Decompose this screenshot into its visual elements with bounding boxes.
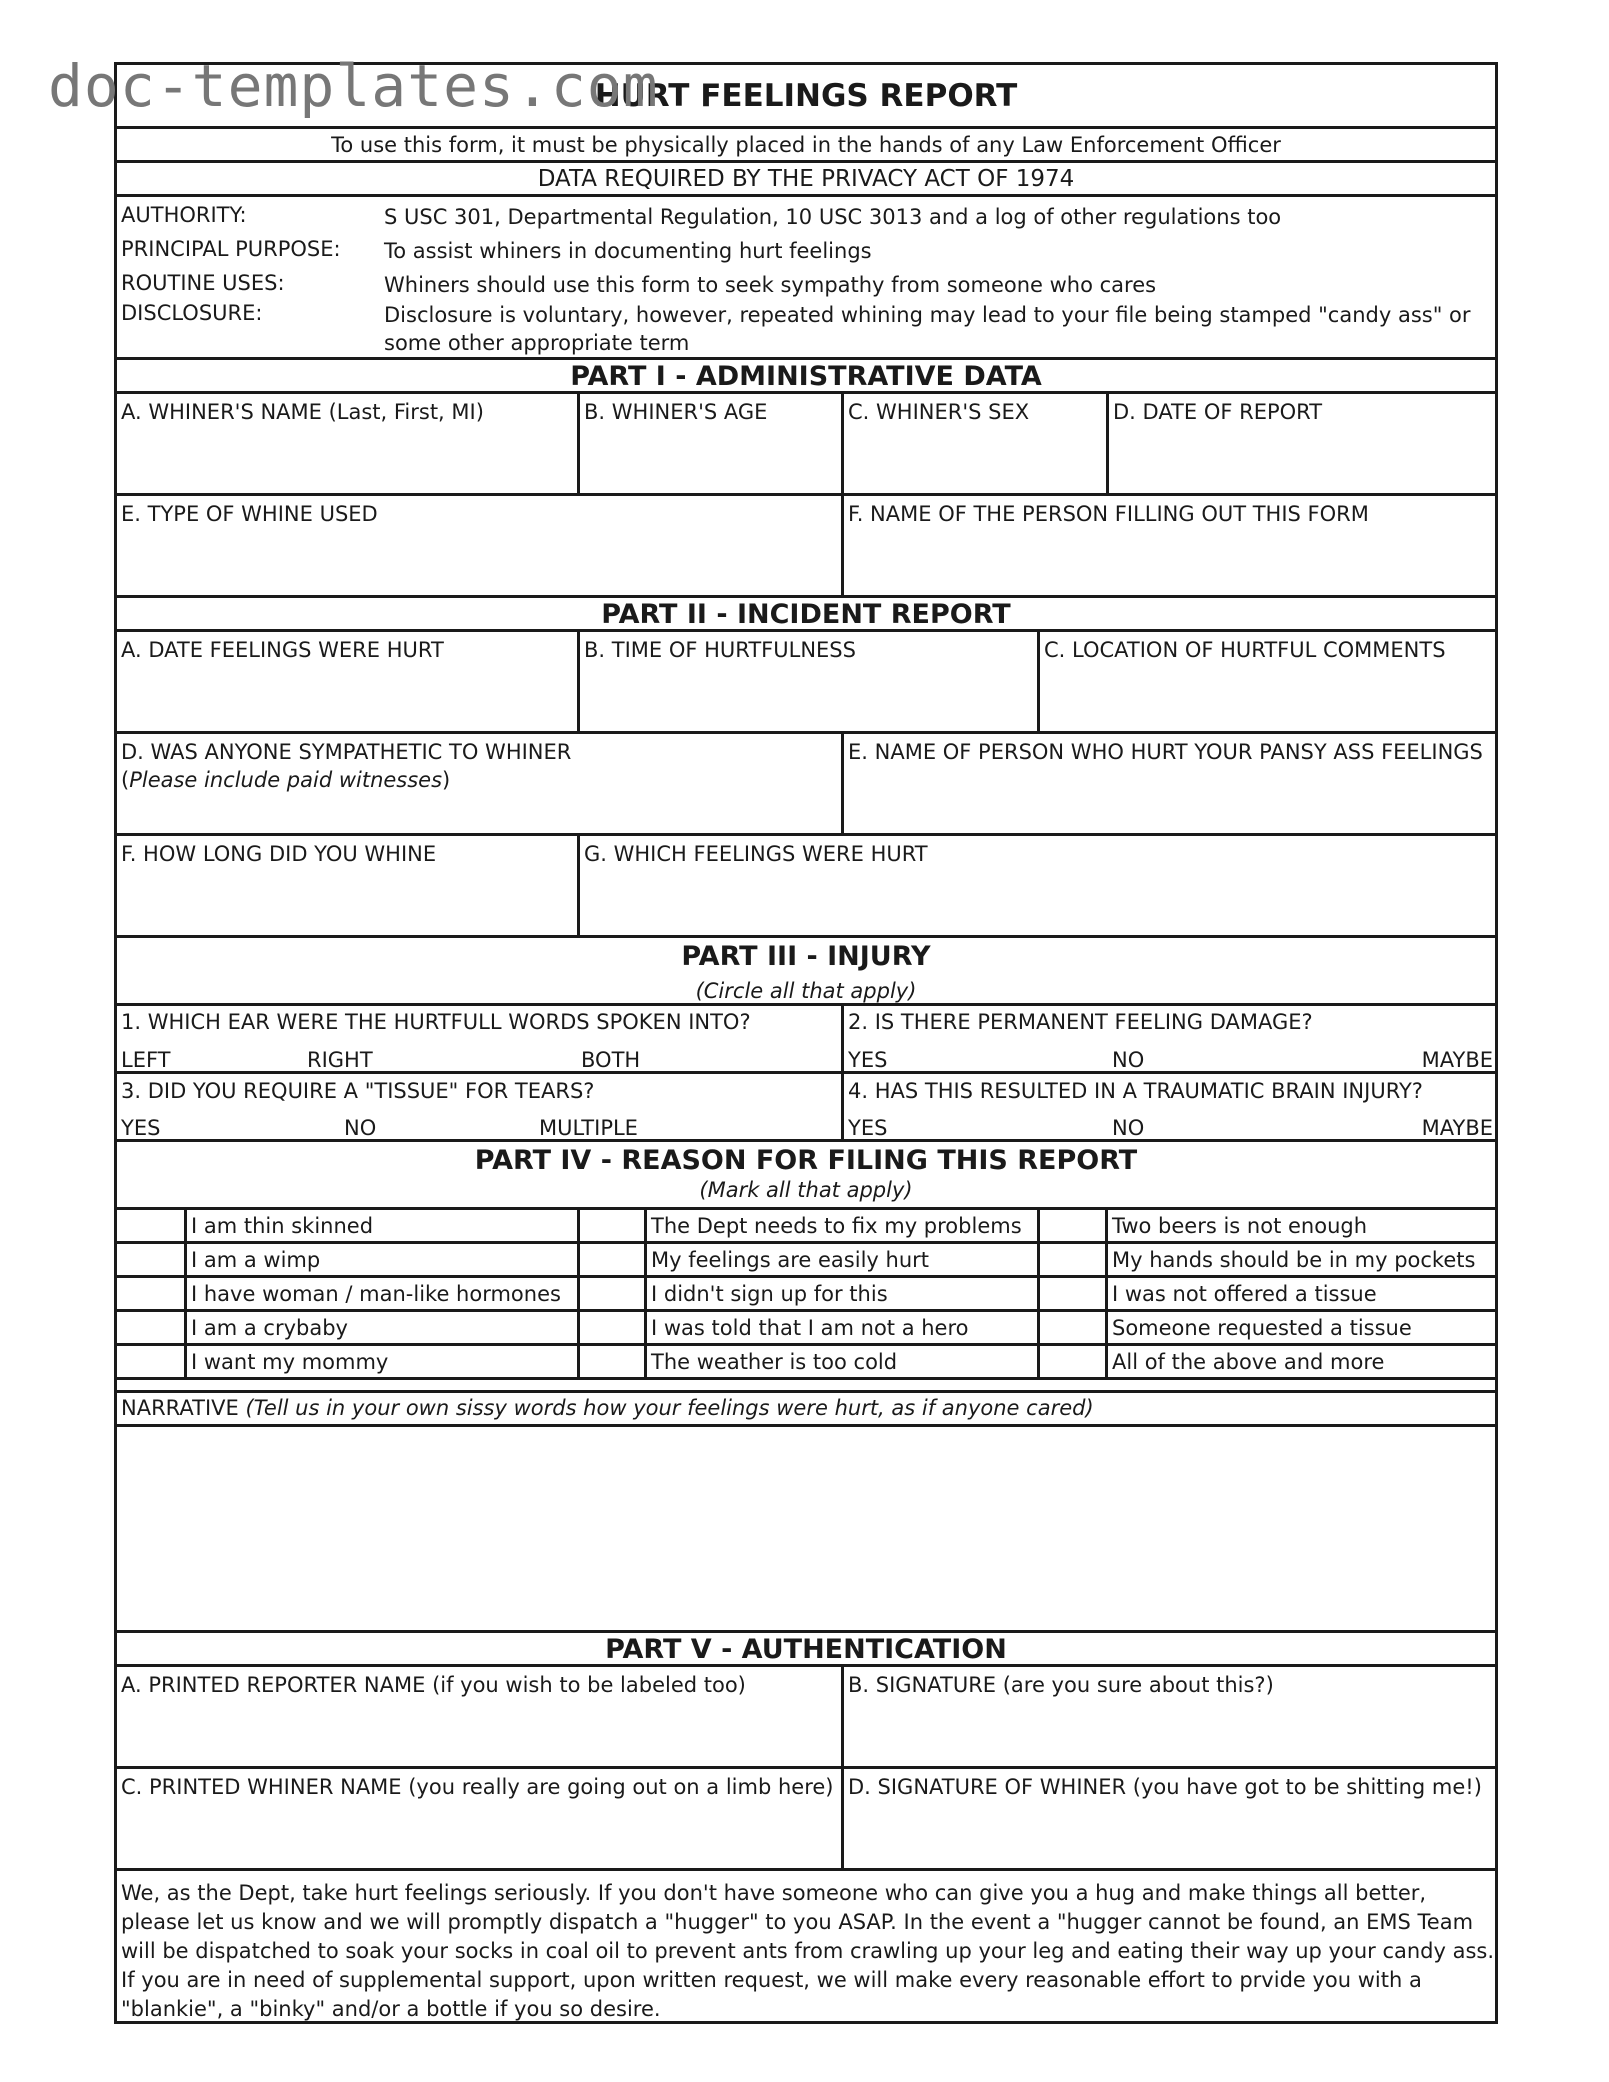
reason-label-cell (184, 1278, 577, 1309)
reason-checkbox[interactable] (1037, 1244, 1105, 1275)
brain-injury-option-yes[interactable]: YES (848, 1116, 888, 1140)
part3-row-2 (117, 1074, 1495, 1142)
reason-label: I am a crybaby (191, 1316, 348, 1340)
part1-heading: PART I - ADMINISTRATIVE DATA (570, 361, 1042, 392)
sympathy-field[interactable] (117, 734, 841, 833)
part5-row-1 (117, 1667, 1495, 1769)
privacy-block (117, 197, 1495, 360)
reason-label-cell (1105, 1210, 1495, 1241)
reason-label: I was not offered a tissue (1112, 1282, 1377, 1306)
damage-option-yes[interactable]: YES (848, 1048, 888, 1072)
reason-label: The Dept needs to fix my problems (651, 1214, 1022, 1238)
hurt-feelings-field[interactable] (577, 836, 1495, 935)
reason-checkbox[interactable] (577, 1278, 644, 1309)
whiner-name-field[interactable] (117, 394, 577, 493)
reason-row (117, 1346, 1495, 1380)
routine-label: ROUTINE USES: (121, 271, 285, 295)
hurt-feelings-label: G. WHICH FEELINGS WERE HURT (584, 842, 928, 866)
part3-heading-row (117, 938, 1495, 1006)
reason-checkbox[interactable] (1037, 1210, 1105, 1241)
hurt-date-label: A. DATE FEELINGS WERE HURT (121, 638, 444, 662)
footer-paragraph (121, 1879, 1495, 2024)
whine-duration-label: F. HOW LONG DID YOU WHINE (121, 842, 437, 866)
tissue-question-label: 3. DID YOU REQUIRE A "TISSUE" FOR TEARS? (121, 1079, 595, 1103)
part2-heading: PART II - INCIDENT REPORT (601, 599, 1011, 630)
whiner-signature-label: D. SIGNATURE OF WHINER (you have got to be shitting me!) (848, 1775, 1482, 1799)
ear-option-left[interactable]: LEFT (121, 1048, 171, 1072)
reporter-name-field[interactable] (117, 1667, 841, 1766)
part2-heading-row (117, 598, 1495, 632)
reason-label: I didn't sign up for this (651, 1282, 888, 1306)
reason-label: I am a wimp (191, 1248, 321, 1272)
whine-type-field[interactable] (117, 496, 841, 595)
reason-label-cell (644, 1312, 1037, 1343)
narrative-label-row (117, 1393, 1495, 1427)
damage-option-no[interactable]: NO (1112, 1048, 1145, 1072)
authority-label: AUTHORITY: (121, 203, 247, 227)
form-title: HURT FEELINGS REPORT (594, 78, 1018, 114)
reason-checkbox[interactable] (117, 1312, 184, 1343)
reporter-signature-label: B. SIGNATURE (are you sure about this?) (848, 1673, 1274, 1697)
damage-question (841, 1006, 1495, 1071)
reason-label-cell (1105, 1278, 1495, 1309)
whine-type-label: E. TYPE OF WHINE USED (121, 502, 378, 526)
hurt-feelings-form (114, 62, 1498, 2024)
part2-row-1 (117, 632, 1495, 734)
hurt-time-label: B. TIME OF HURTFULNESS (584, 638, 856, 662)
part3-heading: PART III - INJURY (681, 941, 931, 972)
offender-name-field[interactable] (841, 734, 1495, 833)
reason-label: My feelings are easily hurt (651, 1248, 930, 1272)
whiner-sex-field[interactable] (841, 394, 1106, 493)
whiner-name-label: A. WHINER'S NAME (Last, First, MI) (121, 400, 484, 424)
reason-label-cell (1105, 1346, 1495, 1377)
reason-label: The weather is too cold (651, 1350, 898, 1374)
reason-checkbox[interactable] (117, 1244, 184, 1275)
reason-label-cell (644, 1210, 1037, 1241)
part3-row-1 (117, 1006, 1495, 1074)
hurt-location-field[interactable] (1037, 632, 1495, 731)
reason-checkbox[interactable] (577, 1210, 644, 1241)
whiner-printed-name-field[interactable] (117, 1769, 841, 1868)
reason-label-cell (1105, 1312, 1495, 1343)
footer-line: will be dispatched to soak your socks in coal oil to prevent ants from crawling up your leg and eating their way up your candy ass. (121, 1939, 1495, 1963)
part4-subheading: (Mark all that apply) (699, 1178, 913, 1202)
narrative-input[interactable] (117, 1427, 1495, 1633)
whiner-printed-name-label: C. PRINTED WHINER NAME (you really are going out on a limb here) (121, 1775, 834, 1799)
footer-line: If you are in need of supplemental support, upon written request, we will make every reasonable effort to prvide you with a (121, 1968, 1422, 1992)
reason-row (117, 1244, 1495, 1278)
whiner-signature-field[interactable] (841, 1769, 1495, 1868)
part4-heading: PART IV - REASON FOR FILING THIS REPORT (474, 1145, 1138, 1176)
reason-label-cell (184, 1210, 577, 1241)
reason-label-cell (1105, 1244, 1495, 1275)
damage-option-maybe[interactable]: MAYBE (1421, 1048, 1493, 1072)
hurt-time-field[interactable] (577, 632, 1037, 731)
reason-label: I am thin skinned (191, 1214, 374, 1238)
offender-name-label: E. NAME OF PERSON WHO HURT YOUR PANSY ASS FEELINGS (848, 740, 1483, 764)
ear-option-right[interactable]: RIGHT (307, 1048, 373, 1072)
purpose-label: PRINCIPAL PURPOSE: (121, 237, 341, 261)
privacy-heading-row (117, 163, 1495, 197)
reason-label: I want my mommy (191, 1350, 389, 1374)
purpose-text: To assist whiners in documenting hurt feelings (384, 239, 872, 263)
narrative-label: NARRATIVE (Tell us in your own sissy words how your feelings were hurt, as if anyone cared) (121, 1396, 1094, 1420)
reason-checkbox[interactable] (1037, 1346, 1105, 1377)
spacer-row (117, 1380, 1495, 1393)
disclosure-text-1: Disclosure is voluntary, however, repeated whining may lead to your file being stamped "candy ass" or (384, 303, 1471, 327)
ear-question (117, 1006, 841, 1071)
ear-question-label: 1. WHICH EAR WERE THE HURTFULL WORDS SPOKEN INTO? (121, 1010, 751, 1034)
part3-subheading: (Circle all that apply) (695, 979, 917, 1003)
part1-row-1 (117, 394, 1495, 496)
privacy-heading: DATA REQUIRED BY THE PRIVACY ACT OF 1974 (537, 166, 1075, 192)
reason-checkbox[interactable] (577, 1312, 644, 1343)
reason-checkbox[interactable] (1037, 1278, 1105, 1309)
ear-option-both[interactable]: BOTH (581, 1048, 641, 1072)
reason-label: I was told that I am not a hero (651, 1316, 969, 1340)
reason-checkbox[interactable] (577, 1244, 644, 1275)
reason-checkbox[interactable] (577, 1346, 644, 1377)
footer-line: "blankie", a "binky" and/or a bottle if you so desire. (121, 1997, 661, 2021)
tissue-question (117, 1074, 841, 1139)
tissue-option-no[interactable]: NO (344, 1116, 377, 1140)
reporter-signature-field[interactable] (841, 1667, 1495, 1766)
reason-checkbox[interactable] (117, 1278, 184, 1309)
brain-injury-option-maybe[interactable]: MAYBE (1421, 1116, 1493, 1140)
hurt-location-label: C. LOCATION OF HURTFUL COMMENTS (1044, 638, 1446, 662)
form-filler-name-label: F. NAME OF THE PERSON FILLING OUT THIS FORM (848, 502, 1369, 526)
sympathy-label: D. WAS ANYONE SYMPATHETIC TO WHINER (121, 740, 572, 764)
sympathy-note: (Please include paid witnesses) (121, 768, 451, 792)
watermark: doc-templates.com (48, 52, 659, 120)
footer-line: We, as the Dept, take hurt feelings seriously. If you don't have someone who can give you a hug and make things all better, (121, 1881, 1427, 1905)
whine-duration-field[interactable] (117, 836, 577, 935)
part2-row-3 (117, 836, 1495, 938)
disclosure-text-2: some other appropriate term (384, 331, 690, 355)
part5-heading: PART V - AUTHENTICATION (605, 1634, 1007, 1665)
brain-injury-question (841, 1074, 1495, 1139)
part4-heading-row (117, 1142, 1495, 1210)
report-date-field[interactable] (1106, 394, 1495, 493)
reason-label-cell (184, 1312, 577, 1343)
brain-injury-option-no[interactable]: NO (1112, 1116, 1145, 1140)
footer-line: please let us know and we will promptly dispatch a "hugger" to you ASAP. In the event a "hugger cannot be found, an EMS Team (121, 1910, 1474, 1934)
reason-checkbox[interactable] (117, 1346, 184, 1377)
instruction-row (117, 129, 1495, 163)
reason-label-cell (644, 1278, 1037, 1309)
report-date-label: D. DATE OF REPORT (1113, 400, 1323, 424)
tissue-option-yes[interactable]: YES (121, 1116, 161, 1140)
disclosure-label: DISCLOSURE: (121, 301, 263, 325)
routine-text: Whiners should use this form to seek sympathy from someone who cares (384, 273, 1157, 297)
damage-question-label: 2. IS THERE PERMANENT FEELING DAMAGE? (848, 1010, 1313, 1034)
reason-label: I have woman / man-like hormones (191, 1282, 561, 1306)
part5-row-2 (117, 1769, 1495, 1871)
reason-label: Someone requested a tissue (1112, 1316, 1412, 1340)
reason-label-cell (644, 1346, 1037, 1377)
reason-label-cell (644, 1244, 1037, 1275)
reason-label: My hands should be in my pockets (1112, 1248, 1476, 1272)
hurt-date-field[interactable] (117, 632, 577, 731)
part1-heading-row (117, 360, 1495, 394)
reason-row (117, 1312, 1495, 1346)
tissue-option-multiple[interactable]: MULTIPLE (539, 1116, 638, 1140)
whiner-age-field[interactable] (577, 394, 841, 493)
part1-row-2 (117, 496, 1495, 598)
reason-checkbox[interactable] (117, 1210, 184, 1241)
part2-row-2 (117, 734, 1495, 836)
whiner-age-label: B. WHINER'S AGE (584, 400, 768, 424)
reason-label-cell (184, 1244, 577, 1275)
reason-label: All of the above and more (1112, 1350, 1385, 1374)
form-filler-name-field[interactable] (841, 496, 1495, 595)
reporter-name-label: A. PRINTED REPORTER NAME (if you wish to be labeled too) (121, 1673, 746, 1697)
part5-heading-row (117, 1633, 1495, 1667)
whiner-sex-label: C. WHINER'S SEX (848, 400, 1030, 424)
reason-checkbox[interactable] (1037, 1312, 1105, 1343)
instruction-text: To use this form, it must be physically placed in the hands of any Law Enforcement Officer (331, 133, 1281, 157)
reason-label: Two beers is not enough (1112, 1214, 1368, 1238)
reason-label-cell (184, 1346, 577, 1377)
reason-row (117, 1210, 1495, 1244)
reason-row (117, 1278, 1495, 1312)
authority-text: S USC 301, Departmental Regulation, 10 USC 3013 and a log of other regulations too (384, 205, 1282, 229)
brain-injury-question-label: 4. HAS THIS RESULTED IN A TRAUMATIC BRAIN INJURY? (848, 1079, 1423, 1103)
